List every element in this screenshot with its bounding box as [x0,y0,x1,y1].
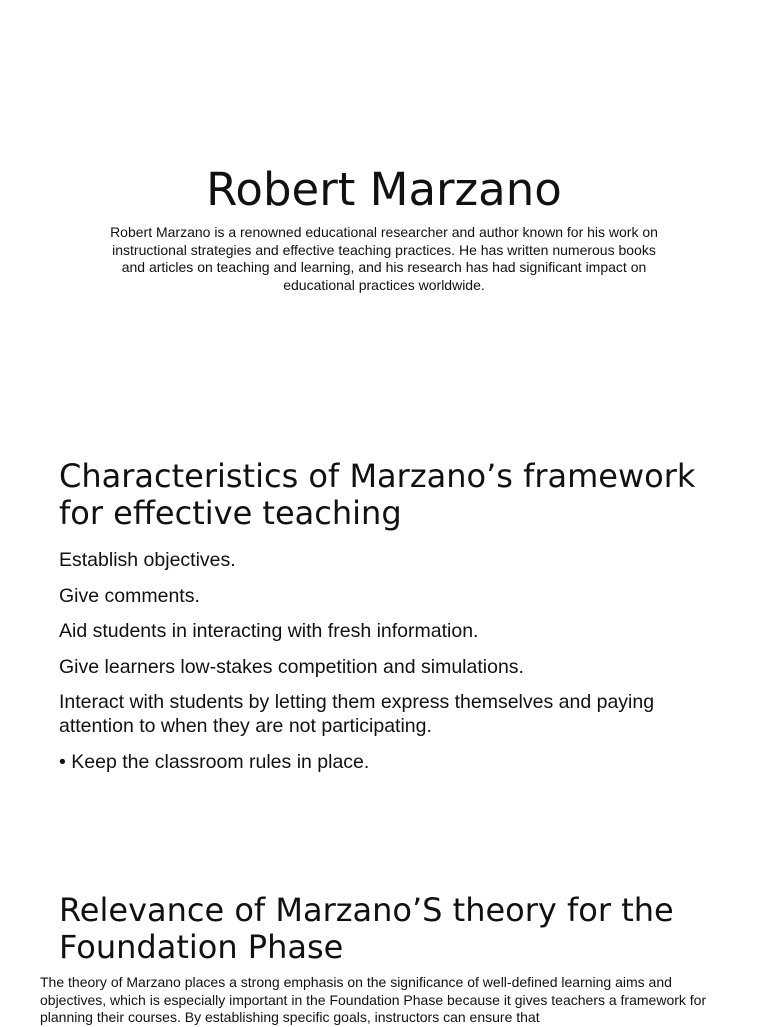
characteristics-list [59,548,719,785]
list-item: Establish objectives. [59,549,236,571]
list-item: Give comments. [59,584,200,607]
slide-title: Robert Marzano [206,163,562,216]
list-item-bulleted: • Keep the classroom rules in place. [59,750,719,774]
list-item: Give learners low-stakes competition and simulations. [59,655,524,678]
relevance-heading: Relevance of Marzano’S theory for the Foundation Phase [59,891,674,966]
list-item: Interact with students by letting them express themselves and paying attention to when they are not participating. [59,691,655,737]
relevance-paragraph: The theory of Marzano places a strong emphasis on the significance of well-defined learning aims and objectives, which is especially important in the Foundation Phase because it gives teachers a framework for planning their courses. By establishing specific goals, instructors can ensure that [40,974,707,1025]
characteristics-heading: Characteristics of Marzano’s framework for effective teaching [59,457,696,532]
list-item: Aid students in interacting with fresh information. [59,620,479,642]
intro-paragraph: Robert Marzano is a renowned educational researcher and author known for his work on instructional strategies and effective teaching practices. He has written numerous books and articles on teaching and learning, and his research has had significant impact on educational practices worldwide. [110,224,658,293]
